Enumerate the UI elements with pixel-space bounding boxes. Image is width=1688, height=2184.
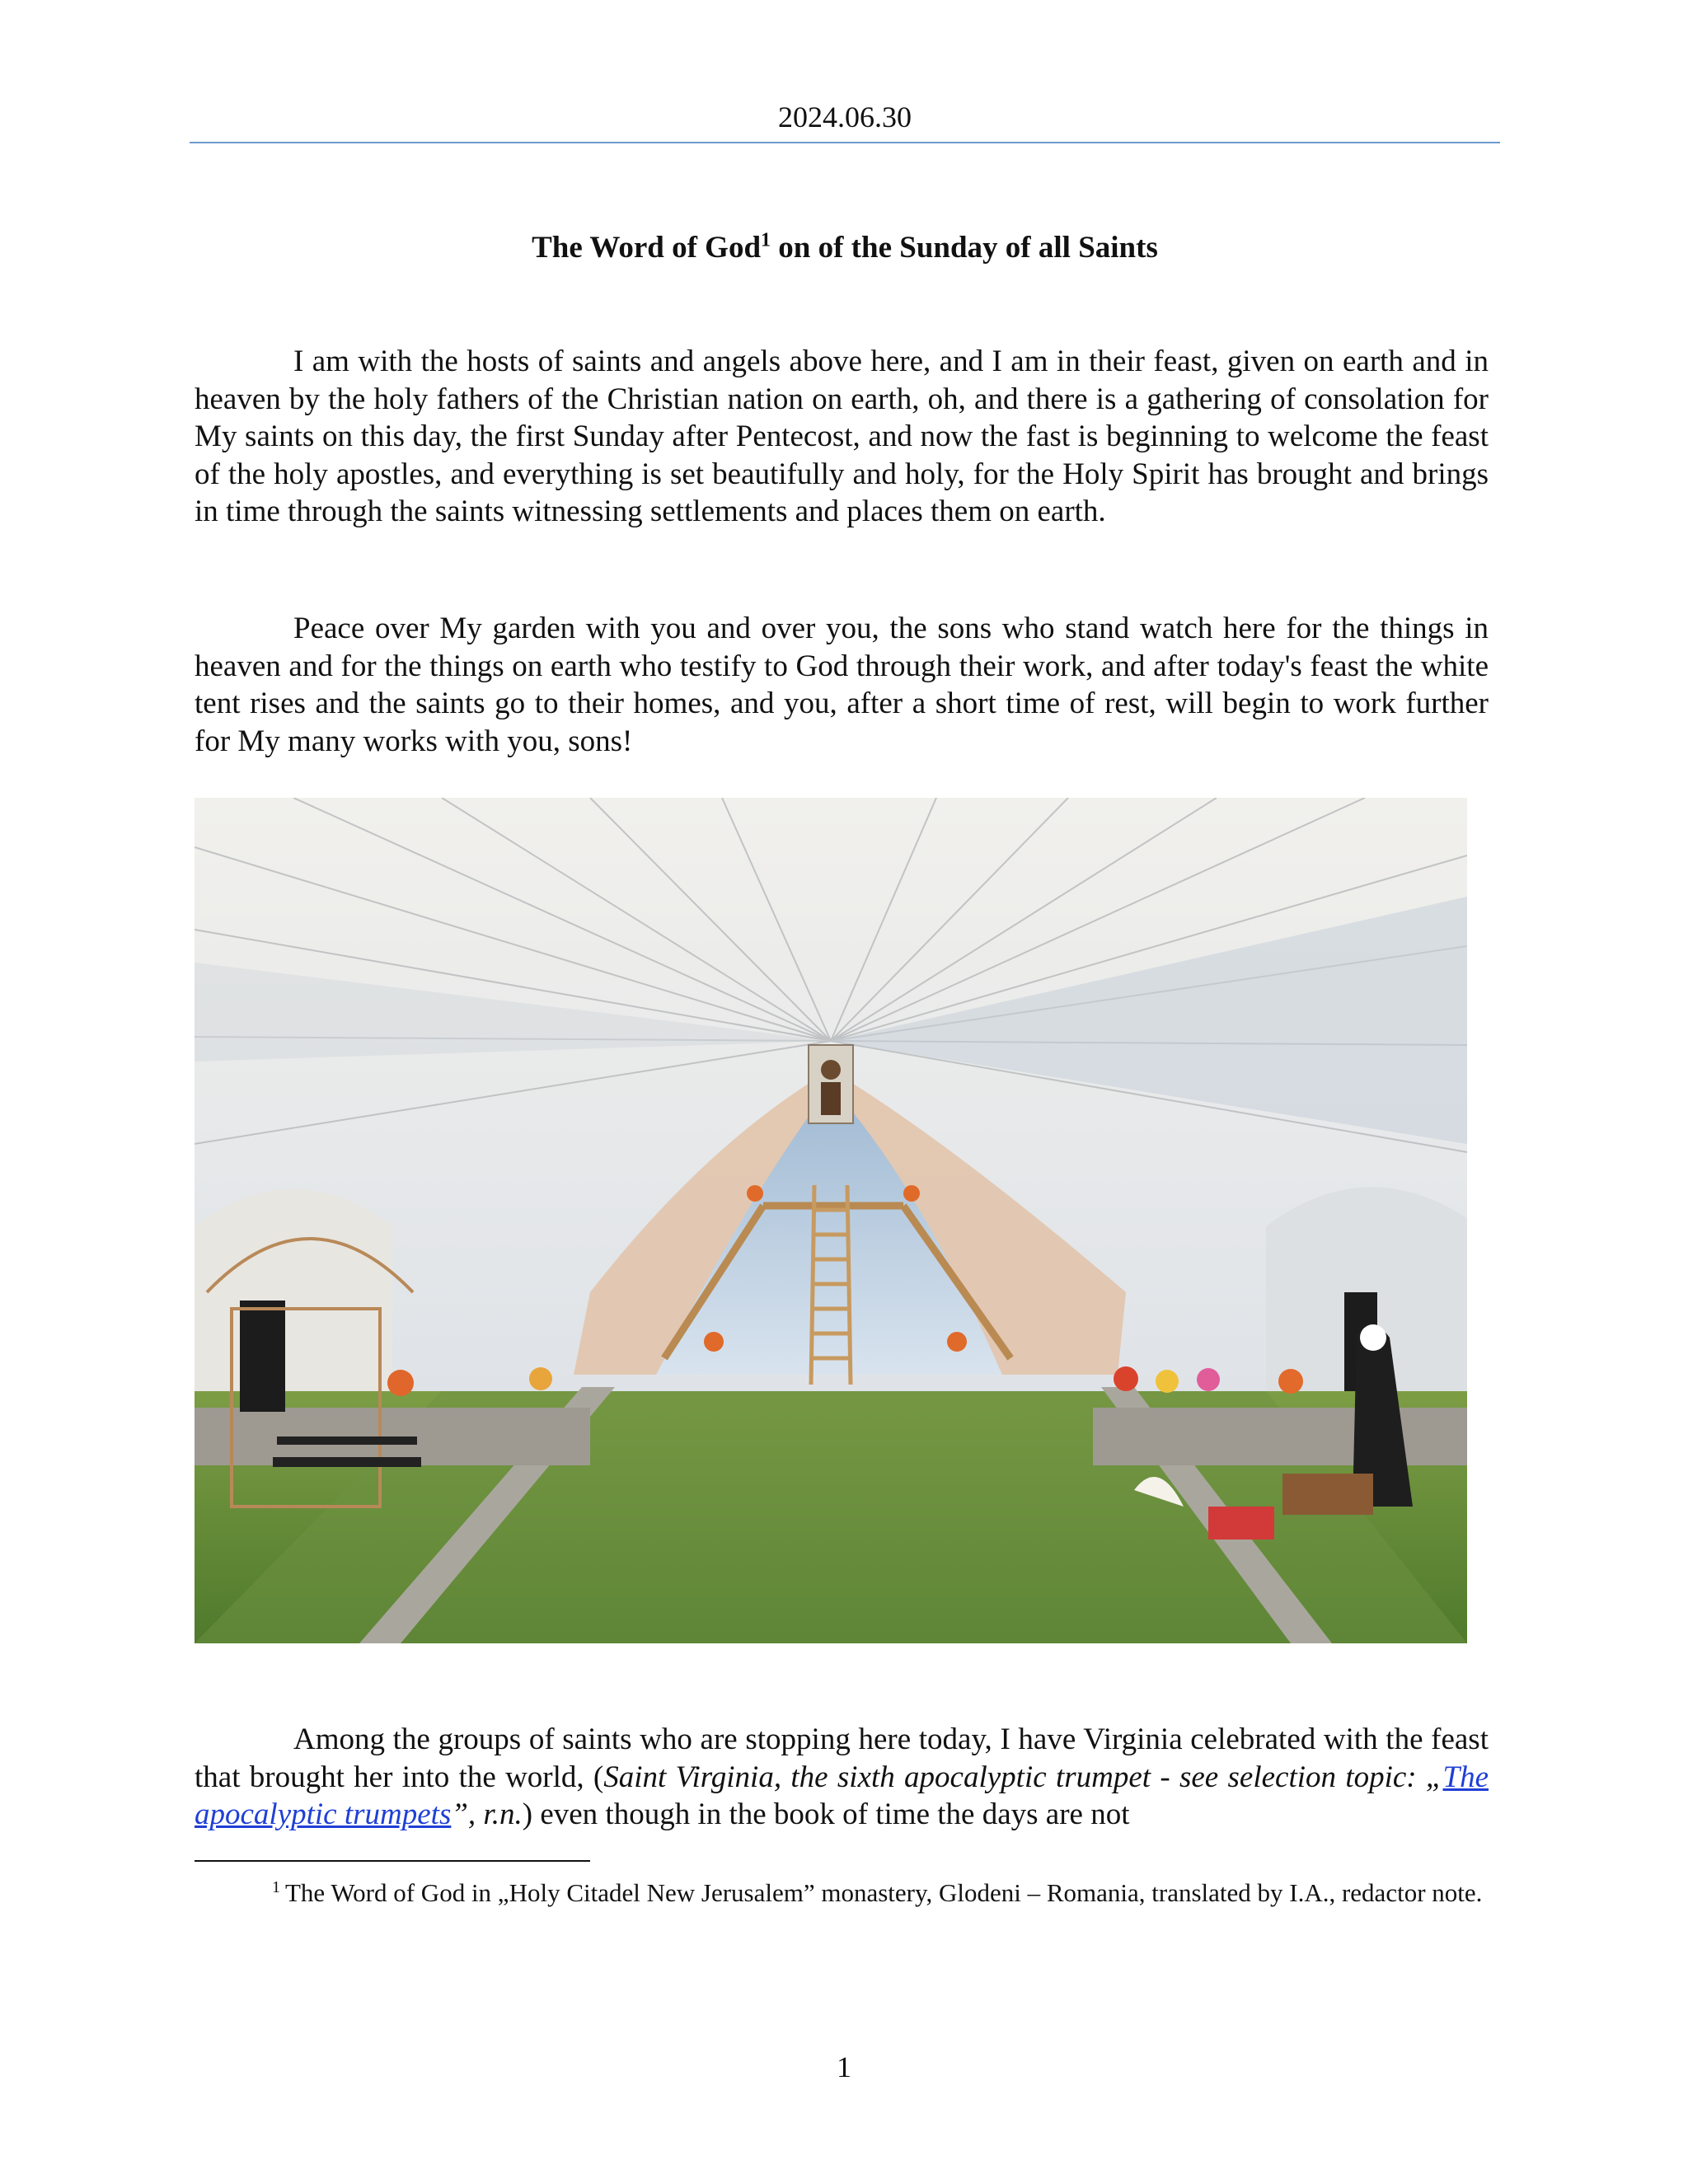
footnote-text: The Word of God in „Holy Citadel New Jerusalem” monastery, Glodeni – Romania, translated by I.A., redactor note. [285,1878,1483,1907]
footnote-number: 1 [272,1877,280,1896]
paragraph-3-text-end: ) even though in the book of time the days are not [522,1797,1130,1831]
editor-note-end: ”, r.n. [451,1797,523,1831]
title-text-end: on of the Sunday of all Saints [771,231,1158,265]
footnote [195,1876,1489,1910]
header-date: 2024.06.30 [778,101,912,134]
page-title [190,227,1500,269]
title-footnote-ref[interactable]: 1 [761,229,771,251]
paragraph-3 [195,1721,1489,1834]
footnote-rule [195,1860,590,1862]
paragraph-3-text: Among the groups of saints who are stopping here today, I have Virginia celebrated with the feast that brought her into the world, ( [195,1722,1489,1794]
title-text: The Word of God [532,231,762,265]
paragraph-1: I am with the hosts of saints and angels above here, and I am in their feast, given on earth and in heaven by the holy fathers of the Christian nation on earth, oh, and there is a gathering of consolation for My saints on this day, the first Sunday after Pentecost, and now the fast is beginning to welcome the feast of the holy apostles, and everything is set beautifully and holy, for the Holy Spirit has brought and brings in time through the saints witnessing settlements and places them on earth. [195,344,1489,528]
paragraph-2: Peace over My garden with you and over you, the sons who stand watch here for the things in heaven and for the things on earth who testify to God through their work, and after today's feast the white tent rises and the saints go to their homes, and you, after a short time of rest, will begin to work further for My many works with you, sons! [195,612,1489,758]
tent-altar-photo [195,798,1467,1643]
page-number: 1 [837,2050,851,2083]
header-rule [190,142,1500,143]
editor-note: Saint Virginia, the sixth apocalyptic trumpet - see selection topic: „ [603,1760,1443,1794]
apocalyptic-trumpets-link[interactable]: The apocalyptic trumpets [195,1760,1489,1831]
